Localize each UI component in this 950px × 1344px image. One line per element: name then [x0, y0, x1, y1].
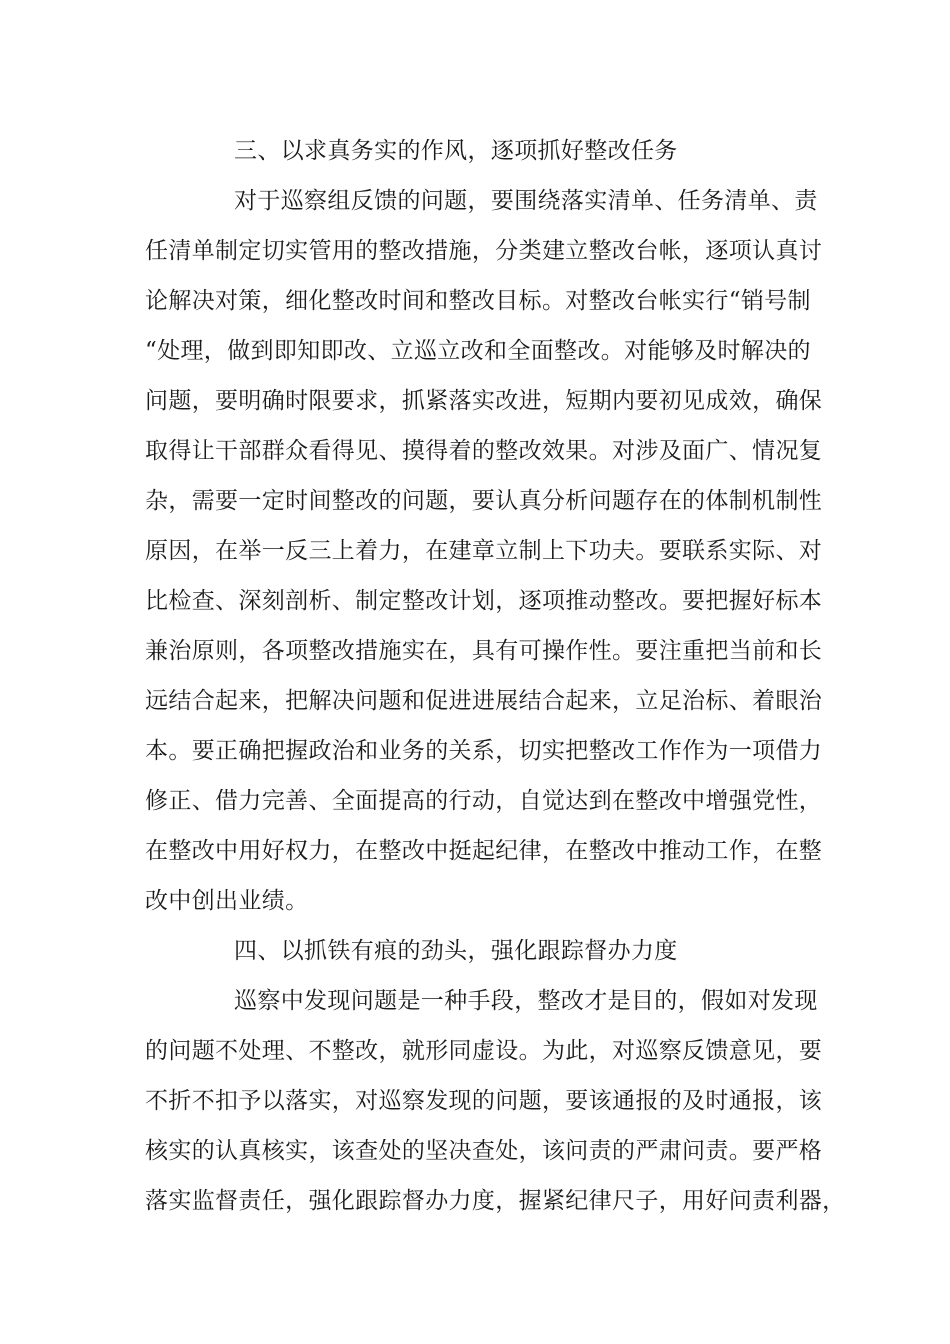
paragraph-line: 核实的认真核实，该查处的坚决查处，该问责的严肃问责。要严格: [145, 1138, 823, 1164]
paragraph-line: 杂，需要一定时间整改的问题，要认真分析问题存在的体制机制性: [145, 488, 823, 514]
paragraph-line: 问题，要明确时限要求，抓紧落实改进，短期内要初见成效，确保: [145, 388, 823, 414]
paragraph-line: “处理，做到即知即改、立巡立改和全面整改。对能够及时解决的: [145, 338, 811, 364]
paragraph-line: 远结合起来，把解决问题和促进进展结合起来，立足治标、着眼治: [145, 688, 823, 714]
paragraph-line: 改中创出业绩。: [145, 888, 309, 914]
paragraph-line: 巡察中发现问题是一种手段，整改才是目的，假如对发现: [234, 988, 818, 1014]
paragraph-line: 本。要正确把握政治和业务的关系，切实把整改工作作为一项借力: [145, 738, 823, 764]
paragraph-line: 修正、借力完善、全面提高的行动，自觉达到在整改中增强党性，: [145, 788, 823, 814]
paragraph-line: 取得让干部群众看得见、摸得着的整改效果。对涉及面广、情况复: [145, 438, 823, 464]
section-heading: 三、以求真务实的作风，逐项抓好整改任务: [234, 138, 678, 164]
paragraph-line: 不折不扣予以落实，对巡察发现的问题，要该通报的及时通报，该: [145, 1088, 823, 1114]
paragraph-line: 在整改中用好权力，在整改中挺起纪律，在整改中推动工作，在整: [145, 838, 823, 864]
paragraph-line: 比检查、深刻剖析、制定整改计划，逐项推动整改。要把握好标本: [145, 588, 823, 614]
paragraph-line: 对于巡察组反馈的问题，要围绕落实清单、任务清单、责: [234, 188, 818, 214]
paragraph-line: 的问题不处理、不整改，就形同虚设。为此，对巡察反馈意见，要: [145, 1038, 823, 1064]
paragraph-line: 任清单制定切实管用的整改措施，分类建立整改台帐，逐项认真讨: [145, 238, 823, 264]
paragraph-line: 落实监督责任，强化跟踪督办力度，握紧纪律尺子，用好问责利器，: [145, 1188, 846, 1214]
paragraph-line: 论解决对策，细化整改时间和整改目标。对整改台帐实行“销号制: [145, 288, 811, 314]
paragraph-line: 兼治原则，各项整改措施实在，具有可操作性。要注重把当前和长: [145, 638, 823, 664]
section-heading: 四、以抓铁有痕的劲头，强化跟踪督办力度: [234, 938, 678, 964]
paragraph-line: 原因，在举一反三上着力，在建章立制上下功夫。要联系实际、对: [145, 538, 823, 564]
